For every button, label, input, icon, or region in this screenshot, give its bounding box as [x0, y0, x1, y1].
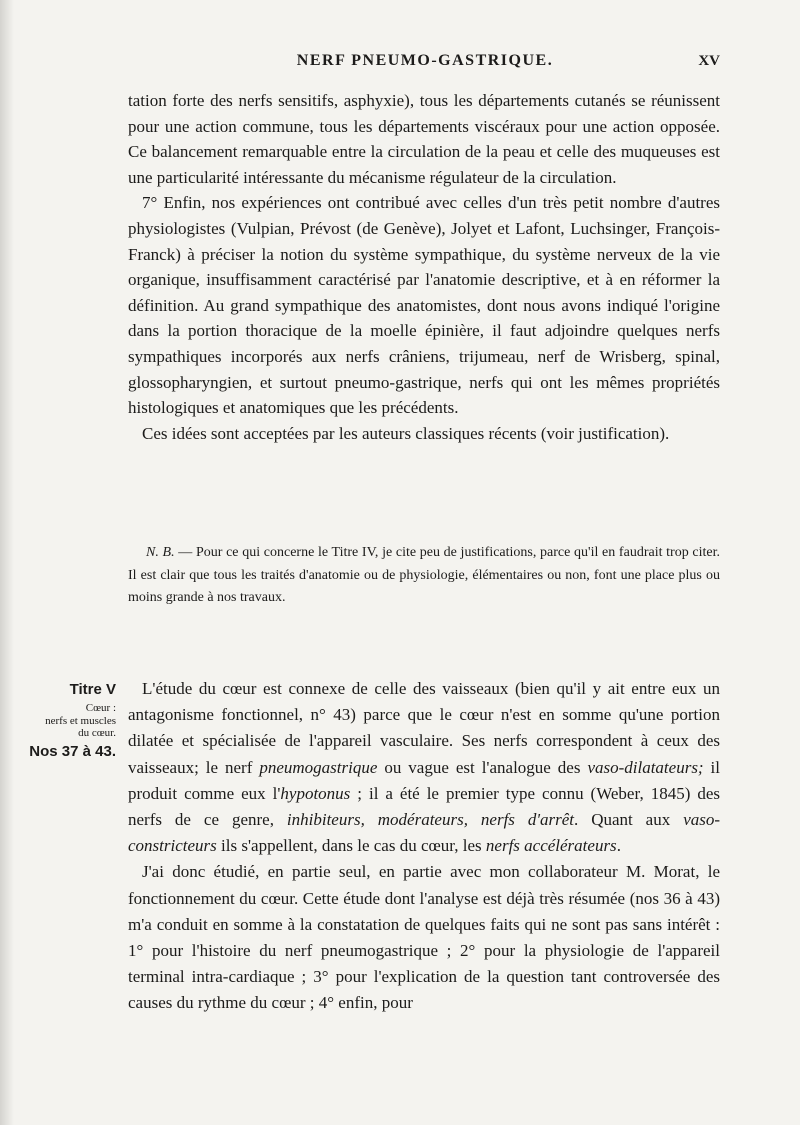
paragraph-5: J'ai donc étudié, en partie seul, en partie avec mon collaborateur M. Morat, le fonctionnement du cœur. Cette étude dont l'analyse est déjà très résumée (nos 36 à 43) m'a conduit en somme à la constatation de quelques faits qui ne sont pas sans intérêt : 1° pour l'histoire du nerf pneumogastrique ; 2° pour la physiologie de l'appareil terminal intra-cardiaque ; 3° pour l'explication de la question tant controversée des causes du rythme du cœur ; 4° enfin, pour: [128, 862, 720, 1013]
p4-part-a: L'étude du cœur est connexe de celle des vaisseaux (bien qu'il y ait entre eux un antagonisme fonctionnel, n° 43) parce que le cœur n'est en somme qu'une portion dilatée et spécialisée de l'appareil vasculaire. Ses nerfs correspondent à ceux des vaisseaux; le nerf: [128, 679, 720, 777]
nota-bene-note: [128, 542, 720, 610]
p4-part-e: . Quant aux: [574, 810, 684, 830]
paragraph-1: tation forte des nerfs sensitifs, asphyxie), tous les départements cutanés se réunissent pour une action commune, tous les départements viscéraux pour une action opposée. Ce balancement remarquable entre la circulation de la peau et celle des muqueuses est une particularité intéressante du mécanisme régulateur de la circulation.: [128, 91, 720, 187]
margin-note-subtitle: [18, 702, 116, 740]
section-1-text: [128, 88, 720, 446]
p4-italic-2: vaso-dilatateurs;: [587, 757, 704, 777]
nb-label: N. B.: [146, 545, 175, 560]
nb-text: — Pour ce qui concerne le Titre IV, je cite peu de justifications, parce qu'il en faudrait trop citer. Il est clair que tous les traités d'anatomie ou de physiologie, élémentaires ou non, font une place plus ou moins grande à nos travaux.: [128, 545, 720, 605]
page-header: [130, 52, 720, 76]
page-number: XV: [698, 53, 720, 69]
p4-italic-3: hypotonus: [280, 783, 351, 803]
p4-italic-1: pneumogastrique: [259, 757, 378, 777]
p4-part-f: ils s'appellent, dans le cas du cœur, les: [216, 836, 486, 856]
p4-part-c: il produit comme eux l': [128, 757, 720, 803]
margin-note-subtitle-line-2: nerfs et muscles: [45, 714, 116, 727]
p4-part-d: ; il a été le premier type connu (Weber, 1845) des nerfs de ce genre,: [128, 783, 720, 830]
p4-part-b: ou vague est l'analogue des: [377, 757, 588, 777]
margin-note-subtitle-line-1: Cœur :: [85, 702, 116, 714]
paragraph-3: Ces idées sont acceptées par les auteurs classiques récents (voir justification).: [142, 423, 670, 443]
paragraph-2: 7° Enfin, nos expériences ont contribué avec celles d'un très petit nombre d'autres physiologistes (Vulpian, Prévost (de Genève), Jolyet et Lafont, Luchsinger, François-Franck) à préciser la notion du système sympathique, du système nerveux de la vie organique, insuffisamment caractérisé par l'anatomie descriptive, et à en réformer la définition. Au grand sympathique des anatomistes, dont nous avons indiqué l'origine dans la portion thoracique de la moelle épinière, il faut adjoindre quelques nerfs sympathiques incorporés aux nerfs crâniens, trijumeau, nerf de Wrisberg, spinal, glossopharyngien, et surtout pneumo-gastrique, nerfs qui ont les mêmes propriétés histologiques et anatomiques que les précédents.: [128, 193, 720, 418]
paragraph-4: [128, 676, 720, 859]
margin-note-title: Titre V: [69, 681, 116, 698]
margin-note-subtitle-line-3: du cœur.: [78, 727, 116, 739]
p4-italic-5: vaso-constricteurs: [128, 810, 721, 856]
margin-note-numbers: Nos 37 à 43.: [29, 742, 116, 760]
margin-note: [18, 680, 116, 762]
running-title: NERF PNEUMO-GASTRIQUE.: [296, 52, 554, 69]
p4-part-g: .: [616, 836, 621, 856]
section-2-text: [128, 676, 720, 1017]
page-edge-shadow: [0, 0, 14, 1125]
p4-italic-6: nerfs accélérateurs: [485, 836, 617, 856]
p4-italic-4: inhibiteurs, modérateurs, nerfs d'arrêt: [286, 810, 574, 830]
